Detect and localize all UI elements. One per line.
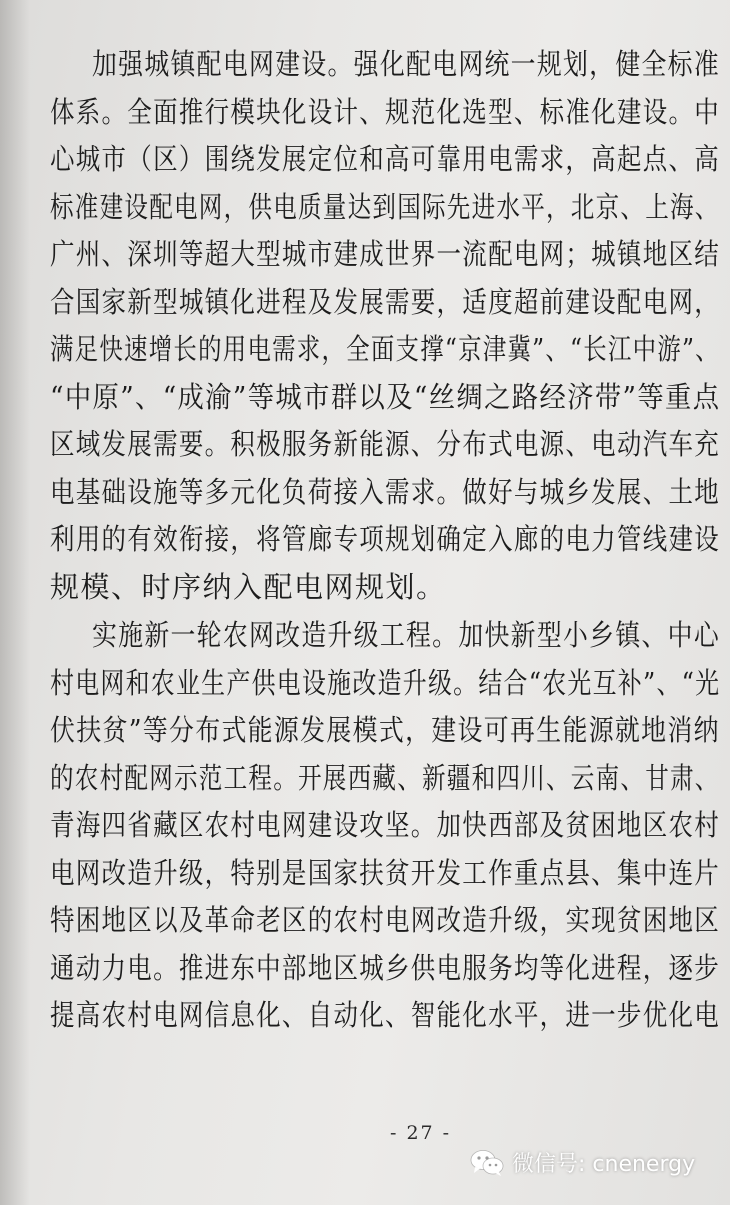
text-line: 心城市（区）围绕发展定位和高可靠用电需求，高起点、高 [50, 142, 721, 176]
text-line: 通动力电。推进东中部地区城乡供电服务均等化进程，逐步 [50, 950, 721, 985]
text-line: 青海四省藏区农村电网建设攻坚。加快西部及贫困地区农村 [50, 808, 721, 842]
text-line: 满足快速增长的用电需求，全面支撑“京津冀”、“长江中游”、 [50, 332, 720, 366]
page-shadow [0, 0, 30, 1205]
text-line: 实施新一轮农网改造升级工程。加快新型小乡镇、中心 [92, 618, 720, 652]
text-line: 的农村配网示范工程。开展西藏、新疆和四川、云南、甘肃、 [50, 760, 720, 795]
text-line: 加强城镇配电网建设。强化配电网统一规划，健全标准 [92, 47, 720, 81]
text-line: 提高农村电网信息化、自动化、智能化水平，进一步优化电 [50, 998, 721, 1032]
text-line: “中原”、“成渝”等城市群以及“丝绸之路经济带”等重点 [50, 379, 721, 414]
text-line: 规模、时序纳入配电网规划。 [50, 569, 447, 604]
text-line: 电基础设施等多元化负荷接入需求。做好与城乡发展、土地 [50, 474, 721, 509]
text-line: 伏扶贫”等分布式能源发展模式，建设可再生能源就地消纳 [50, 713, 720, 747]
text-line: 标准建设配电网，供电质量达到国际先进水平，北京、上海、 [50, 189, 720, 224]
text-line: 利用的有效衔接，将管廊专项规划确定入廊的电力管线建设 [50, 522, 721, 556]
text-line: 村电网和农业生产供电设施改造升级。结合“农光互补”、“光 [50, 665, 721, 700]
wechat-icon [470, 1149, 504, 1177]
wechat-watermark [470, 1147, 695, 1178]
text-line: 广州、深圳等超大型城市建成世界一流配电网；城镇地区结 [50, 237, 721, 271]
watermark-label: 微信号: cnenergy [512, 1152, 696, 1177]
text-line: 电网改造升级，特别是国家扶贫开发工作重点县、集中连片 [50, 855, 721, 890]
text-line: 体系。全面推行模块化设计、规范化选型、标准化建设。中 [50, 94, 721, 129]
text-line: 特困地区以及革命老区的农村电网改造升级，实现贫困地区 [50, 903, 721, 937]
text-line: 合国家新型城镇化进程及发展需要，适度超前建设配电网， [50, 284, 721, 319]
text-line: 区域发展需要。积极服务新能源、分布式电源、电动汽车充 [50, 427, 721, 461]
page-number: - 27 - [390, 1122, 452, 1144]
